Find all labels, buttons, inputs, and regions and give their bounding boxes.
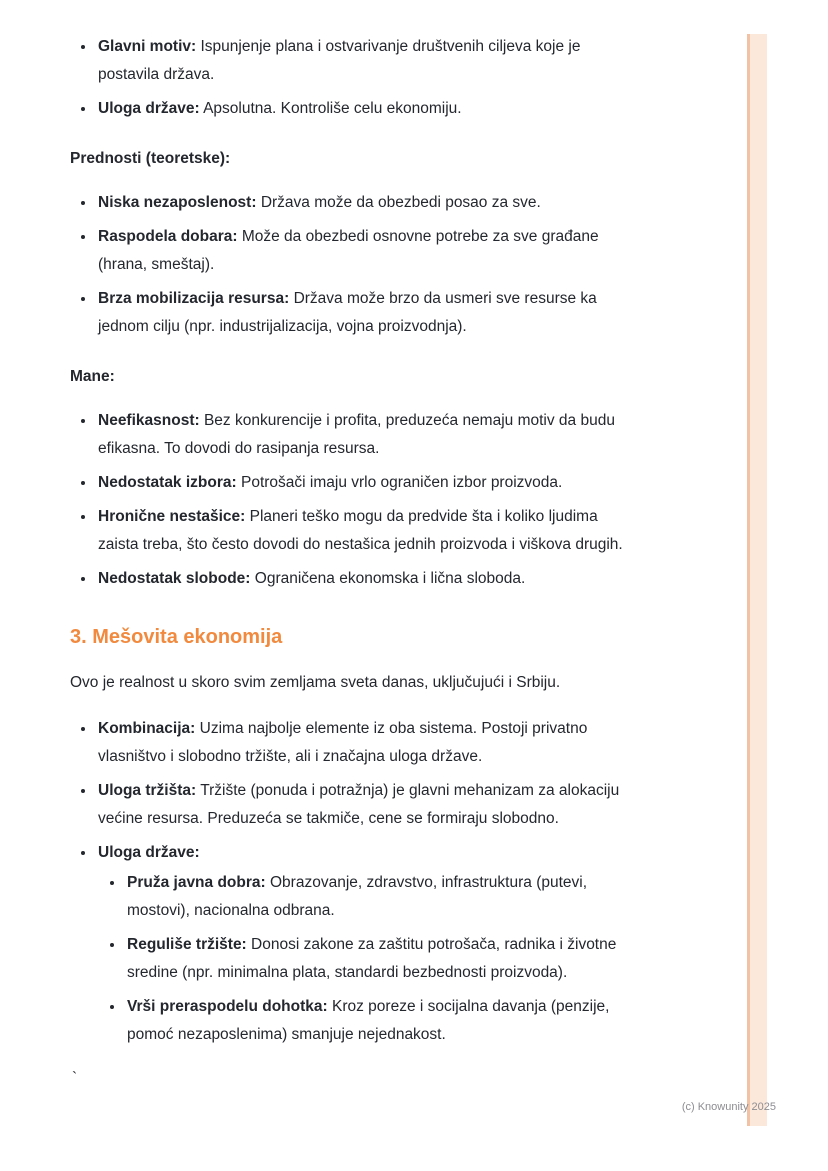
list-item — [96, 839, 638, 1049]
list-item — [96, 189, 638, 217]
list-item — [125, 869, 638, 925]
term-text: Apsolutna. Kontroliše celu ekonomiju. — [203, 100, 462, 117]
list-item — [96, 95, 638, 123]
list-item — [125, 931, 638, 987]
term-text: Ograničena ekonomska i lična sloboda. — [254, 570, 526, 587]
paragraph-mesovita-intro: Ovo je realnost u skoro svim zemljama sveta danas, uključujući i Srbiju. — [70, 674, 561, 691]
term-label: Uloga tržišta: — [98, 782, 197, 799]
stray-character: ` — [72, 1070, 78, 1087]
term-text: Planeri teško mogu da predvide šta i koliko ljudima zaista treba, što često dovodi do nestašica jednih proizvoda i viškova drugih. — [98, 508, 623, 553]
document-content — [70, 33, 638, 1093]
term-label: Kombinacija: — [98, 720, 196, 737]
list-item — [96, 33, 638, 89]
list-item — [96, 469, 638, 497]
term-label: Reguliše tržište: — [127, 936, 247, 953]
term-label: Uloga države: — [98, 844, 200, 861]
list-item — [125, 993, 638, 1049]
term-text: Uzima najbolje elemente iz oba sistema. Postoji privatno vlasništvo i slobodno tržište, ali i značajna uloga države. — [98, 720, 588, 765]
uloga-drzave-sublist — [98, 869, 638, 1049]
term-text: Država može da obezbedi posao za sve. — [260, 194, 541, 211]
term-text: Tržište (ponuda i potražnja) je glavni mehanizam za alokaciju većine resursa. Preduzeća se takmiče, cene se formiraju slobodno. — [98, 782, 620, 827]
list-item — [96, 715, 638, 771]
list-item — [96, 407, 638, 463]
heading-mesovita-ekonomija: 3. Mešovita ekonomija — [70, 626, 283, 648]
term-label: Nedostatak izbora: — [98, 474, 237, 491]
term-text: Kroz poreze i socijalna davanja (penzije, pomoć nezaposlenima) smanjuje nejednakost. — [127, 998, 610, 1043]
term-label: Nedostatak slobode: — [98, 570, 251, 587]
term-text: Ispunjenje plana i ostvarivanje društvenih ciljeva koje je postavila država. — [98, 38, 581, 83]
term-label: Hronične nestašice: — [98, 508, 246, 525]
mane-list — [70, 407, 638, 593]
footer-credit: (c) Knowunity 2025 — [681, 1101, 776, 1113]
term-text: Obrazovanje, zdravstvo, infrastruktura (putevi, mostovi), nacionalna odbrana. — [127, 874, 588, 919]
term-label: Vrši preraspodelu dohotka: — [127, 998, 328, 1015]
term-text: Potrošači imaju vrlo ograničen izbor proizvoda. — [240, 474, 563, 491]
term-text: Donosi zakone za zaštitu potrošača, radnika i životne sredine (npr. minimalna plata, standardi bezbednosti proizvoda). — [127, 936, 617, 981]
term-label: Brza mobilizacija resursa: — [98, 290, 290, 307]
page-edge-decoration — [747, 34, 767, 1126]
prednosti-list — [70, 189, 638, 341]
term-label: Raspodela dobara: — [98, 228, 238, 245]
heading-mane: Mane: — [70, 368, 115, 385]
term-text: Može da obezbedi osnovne potrebe za sve građane (hrana, smeštaj). — [98, 228, 599, 273]
term-label: Uloga države: — [98, 100, 200, 117]
list-item — [96, 223, 638, 279]
mesovita-list — [70, 715, 638, 1049]
term-label: Glavni motiv: — [98, 38, 197, 55]
list-item — [96, 777, 638, 833]
term-label: Pruža javna dobra: — [127, 874, 266, 891]
term-text: Država može brzo da usmeri sve resurse ka jednom cilju (npr. industrijalizacija, vojna proizvodnja). — [98, 290, 597, 335]
intro-list — [70, 33, 638, 123]
heading-prednosti: Prednosti (teoretske): — [70, 150, 231, 167]
list-item — [96, 285, 638, 341]
term-text: Bez konkurencije i profita, preduzeća nemaju motiv da budu efikasna. To dovodi do rasipanja resursa. — [98, 412, 615, 457]
term-label: Niska nezaposlenost: — [98, 194, 257, 211]
term-label: Neefikasnost: — [98, 412, 200, 429]
list-item — [96, 503, 638, 559]
list-item — [96, 565, 638, 593]
